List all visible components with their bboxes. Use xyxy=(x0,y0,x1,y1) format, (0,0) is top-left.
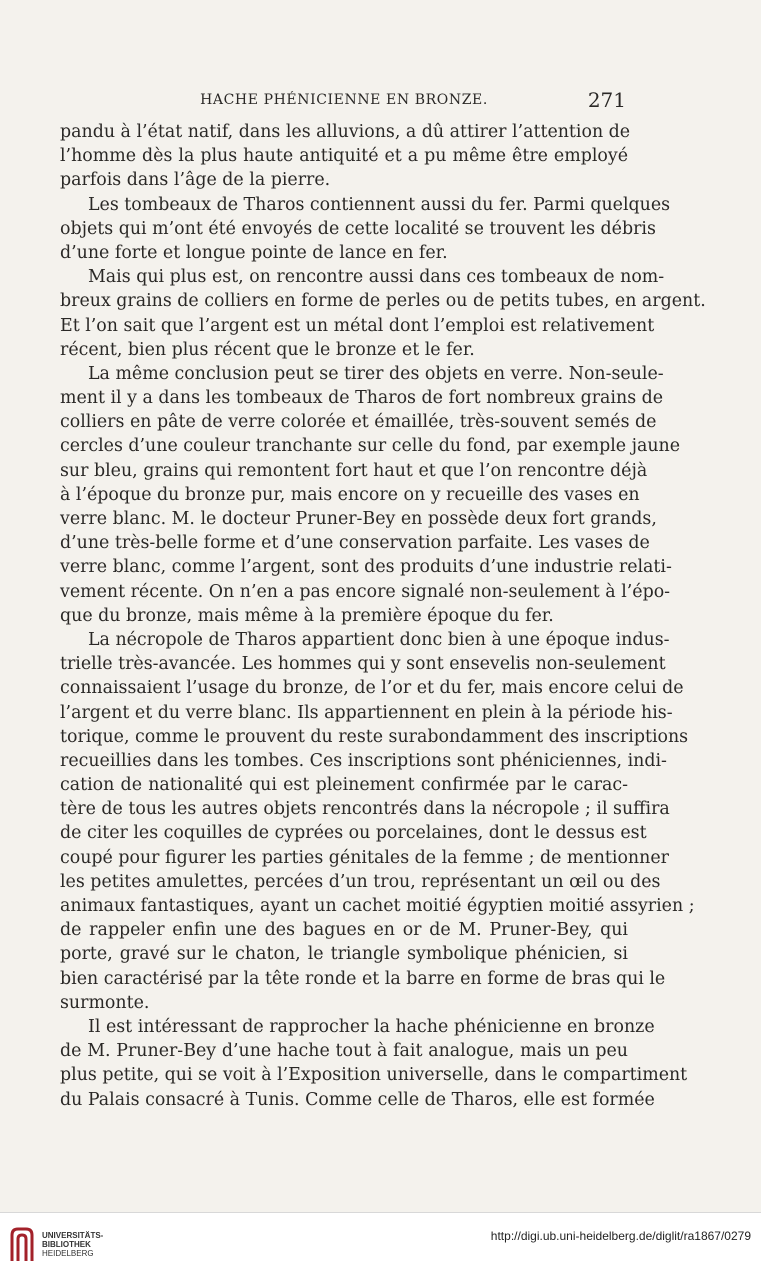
text-line: plus petite, qui se voit à l’Exposition universelle, dans le compartiment xyxy=(60,1065,688,1086)
text-line: l’homme dès la plus haute antiquité et a pu même être employé xyxy=(60,146,628,167)
text-line: Et l’on sait que l’argent est un métal dont l’emploi est relativement xyxy=(60,315,655,336)
text-line: parfois dans l’âge de la pierre. xyxy=(60,170,331,191)
text-line: de rappeler enfin une des bagues en or de M. Pruner-Bey, qui xyxy=(60,920,628,941)
body-text xyxy=(60,120,706,1112)
text-line: du Palais consacré à Tunis. Comme celle de Tharos, elle est formée xyxy=(60,1089,655,1110)
text-line: l’argent et du verre blanc. Ils appartiennent en plein à la période his- xyxy=(60,702,673,723)
logo-line: UNIVERSITÄTS- xyxy=(42,1230,104,1240)
text-line: animaux fantastiques, ayant un cachet moitié égyptien moitié assyrien ; xyxy=(60,896,695,916)
text-line: colliers en pâte de verre colorée et émaillée, très-souvent semés de xyxy=(60,412,657,433)
text-line: La même conclusion peut se tirer des objets en verre. Non-seule- xyxy=(88,363,664,384)
logo-text xyxy=(42,1231,103,1258)
text-line: cercles d’une couleur tranchante sur celle du fond, par exemple jaune xyxy=(60,436,681,457)
text-line: La nécropole de Tharos appartient donc bien à une époque indus- xyxy=(88,629,670,650)
text-line: de M. Pruner-Bey d’une hache tout à fait analogue, mais un peu xyxy=(60,1041,628,1062)
text-line: d’une forte et longue pointe de lance en fer. xyxy=(60,242,448,263)
text-line: de citer les coquilles de cyprées ou porcelaines, dont le dessus est xyxy=(60,823,647,844)
text-line: sur bleu, grains qui remontent fort haut et que l’on rencontre déjà xyxy=(60,460,648,481)
text-line: verre blanc. M. le docteur Pruner-Bey en possède deux fort grands, xyxy=(60,509,657,529)
text-line: surmonte. xyxy=(60,992,150,1013)
text-line: vement récente. On n’en a pas encore signalé non-seulement à l’épo- xyxy=(60,581,671,602)
text-line: récent, bien plus récent que le bronze et le fer. xyxy=(60,339,475,360)
library-logo[interactable] xyxy=(8,1225,103,1263)
permalink-url[interactable]: http://digi.ub.uni-heidelberg.de/diglit/ra1867/0279 xyxy=(490,1229,751,1243)
ub-heidelberg-logo-icon xyxy=(8,1225,36,1263)
text-line: breux grains de colliers en forme de perles ou de petits tubes, en argent. xyxy=(60,291,706,312)
text-line: bien caractérisé par la tête ronde et la barre en forme de bras qui le xyxy=(60,968,666,989)
text-line: objets qui m’ont été envoyés de cette localité se trouvent les débris xyxy=(60,218,656,239)
viewer-footer xyxy=(0,1212,761,1273)
text-line: trielle très-avancée. Les hommes qui y sont ensevelis non-seulement xyxy=(60,654,666,675)
page-header xyxy=(60,88,628,112)
text-line: Les tombeaux de Tharos contiennent aussi du fer. Parmi quelques xyxy=(88,194,671,215)
text-line: Mais qui plus est, on rencontre aussi dans ces tombeaux de nom- xyxy=(88,267,665,288)
text-line: recueillies dans les tombes. Ces inscriptions sont phéniciennes, indi- xyxy=(60,750,667,771)
text-line: torique, comme le prouvent du reste surabondamment des inscriptions xyxy=(60,726,689,747)
running-title: HACHE PHÉNICIENNE EN BRONZE. xyxy=(200,92,488,108)
text-line: Il est intéressant de rapprocher la hache phénicienne en bronze xyxy=(88,1016,655,1037)
text-line: les petites amulettes, percées d’un trou, représentant un œil ou des xyxy=(60,871,661,892)
logo-line: HEIDELBERG xyxy=(42,1248,94,1258)
text-line: verre blanc, comme l’argent, sont des produits d’une industrie relati- xyxy=(60,557,672,578)
text-line: que du bronze, mais même à la première époque du fer. xyxy=(60,605,554,626)
text-line: porte, gravé sur le chaton, le triangle symbolique phénicien, si xyxy=(60,944,628,965)
logo-line: BIBLIOTHEK xyxy=(42,1239,91,1249)
text-line: ment il y a dans les tombeaux de Tharos de fort nombreux grains de xyxy=(60,388,664,409)
text-line: connaissaient l’usage du bronze, de l’or et du fer, mais encore celui de xyxy=(60,678,684,699)
text-line: pandu à l’état natif, dans les alluvions, a dû attirer l’attention de xyxy=(60,122,631,142)
text-line: cation de nationalité qui est pleinement confirmée par le carac- xyxy=(60,775,628,796)
text-line: à l’époque du bronze pur, mais encore on y recueille des vases en xyxy=(60,484,640,505)
text-line: d’une très-belle forme et d’une conservation parfaite. Les vases de xyxy=(60,533,650,554)
page-number: 271 xyxy=(587,88,626,112)
text-line: coupé pour figurer les parties génitales de la femme ; de mentionner xyxy=(60,847,669,868)
text-line: tère de tous les autres objets rencontrés dans la nécropole ; il suffira xyxy=(60,799,670,820)
